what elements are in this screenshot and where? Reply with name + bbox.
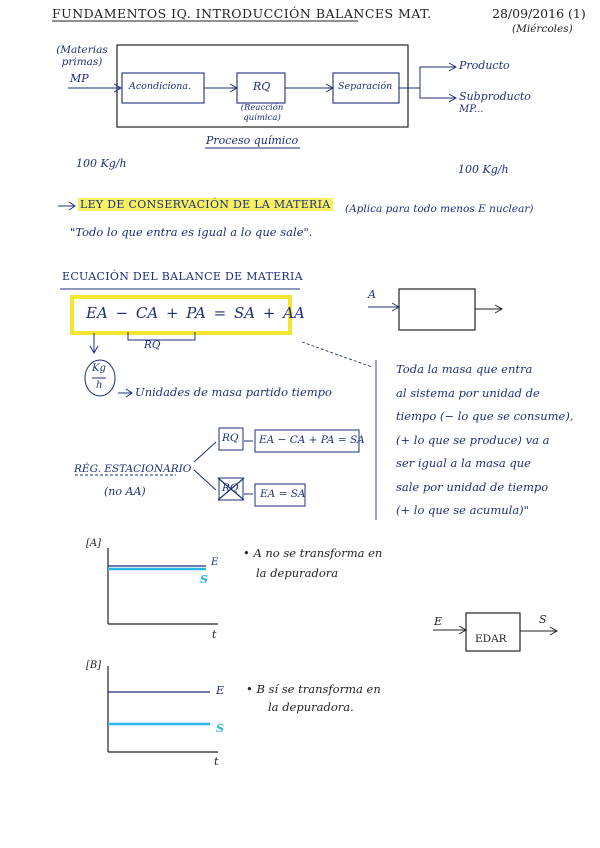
branch1-equation: EA − CA + PA = SA [259, 434, 365, 446]
edar-input-label: E [434, 615, 443, 628]
branch2-tag: RQ [222, 482, 239, 494]
explanation-line: Toda la masa que entra [396, 362, 533, 376]
law-quote: "Todo lo que entra es igual a lo que sale". [70, 225, 313, 239]
graph-b-note-line: • B sí se transforma en [246, 682, 381, 696]
graph-b-note-line: la depuradora. [268, 700, 354, 714]
units-text: Unidades de masa partido tiempo [135, 385, 332, 399]
date: 28/09/2016 (1) [492, 6, 586, 21]
edar-box-label: EDAR [475, 633, 507, 645]
system-box [399, 289, 475, 330]
branch1-tag: RQ [222, 432, 239, 444]
graph-a-note-line: la depuradora [256, 566, 339, 580]
flow-in-rate: 100 Kg/h [76, 157, 127, 170]
explanation-line: (+ lo que se acumula)" [396, 503, 529, 517]
law-title-text: LEY DE CONSERVACIÓN DE LA MATERIA [80, 198, 331, 211]
stage1-label: Acondiciona. [129, 81, 192, 92]
graph-b-s-label: S [216, 722, 224, 735]
graph-b-e-label: E [216, 684, 225, 697]
units-denominator: h [96, 380, 103, 391]
explanation-line: tiempo (− lo que se consume), [396, 409, 574, 423]
explanation-line: ser igual a la masa que [396, 456, 531, 470]
mp-label: MP [70, 72, 89, 85]
explanation-line: al sistema por unidad de [396, 385, 540, 400]
graph-a-x-label: t [212, 628, 217, 641]
law-note: (Aplica para todo menos E nuclear) [345, 203, 534, 215]
process-caption: Proceso químico [206, 134, 299, 147]
stage2-label: RQ [253, 80, 271, 93]
explanation-line: sale por unidad de tiempo [396, 479, 549, 494]
output-product: Producto [459, 59, 510, 72]
edar-box [466, 613, 520, 651]
explanation-block [396, 358, 592, 523]
steady-state-subtitle: (no AA) [104, 485, 146, 498]
balance-title: ECUACIÓN DEL BALANCE DE MATERIA [62, 270, 303, 283]
units-numerator: Kg [92, 363, 106, 374]
stage2-note: (Reacción química) [240, 103, 284, 123]
explanation-line: (+ lo que se produce) va a [396, 432, 550, 447]
rq-label: RQ [144, 339, 161, 351]
output-byproduct: Subproducto [459, 90, 531, 103]
system-input-label: A [368, 288, 376, 301]
flow-out-rate: 100 Kg/h [458, 163, 509, 176]
graph-a-e-label: E [211, 557, 219, 568]
steady-state-title: RÉG. ESTACIONARIO [74, 463, 192, 475]
weekday: (Miércoles) [512, 23, 573, 35]
graph-a-note-line: • A no se transforma en [243, 546, 383, 560]
raw-materials-label: (Materias primas) [56, 44, 108, 68]
graph-a-s-label: S [200, 573, 208, 586]
stage3-label: Separación [338, 81, 393, 92]
law-title [78, 198, 333, 211]
graph-a-label: [A] [86, 538, 102, 549]
branch2-equation: EA = SA [260, 488, 306, 500]
page-title: FUNDAMENTOS IQ. INTRODUCCIÓN BALANCES MAT. [52, 6, 432, 21]
graph-b-x-label: t [214, 755, 219, 768]
graph-b-label: [B] [86, 660, 102, 671]
balance-equation: EA − CA + PA = SA + AA [86, 304, 305, 322]
output-byproduct-abbr: MP... [459, 104, 484, 115]
edar-output-label: S [539, 613, 547, 626]
